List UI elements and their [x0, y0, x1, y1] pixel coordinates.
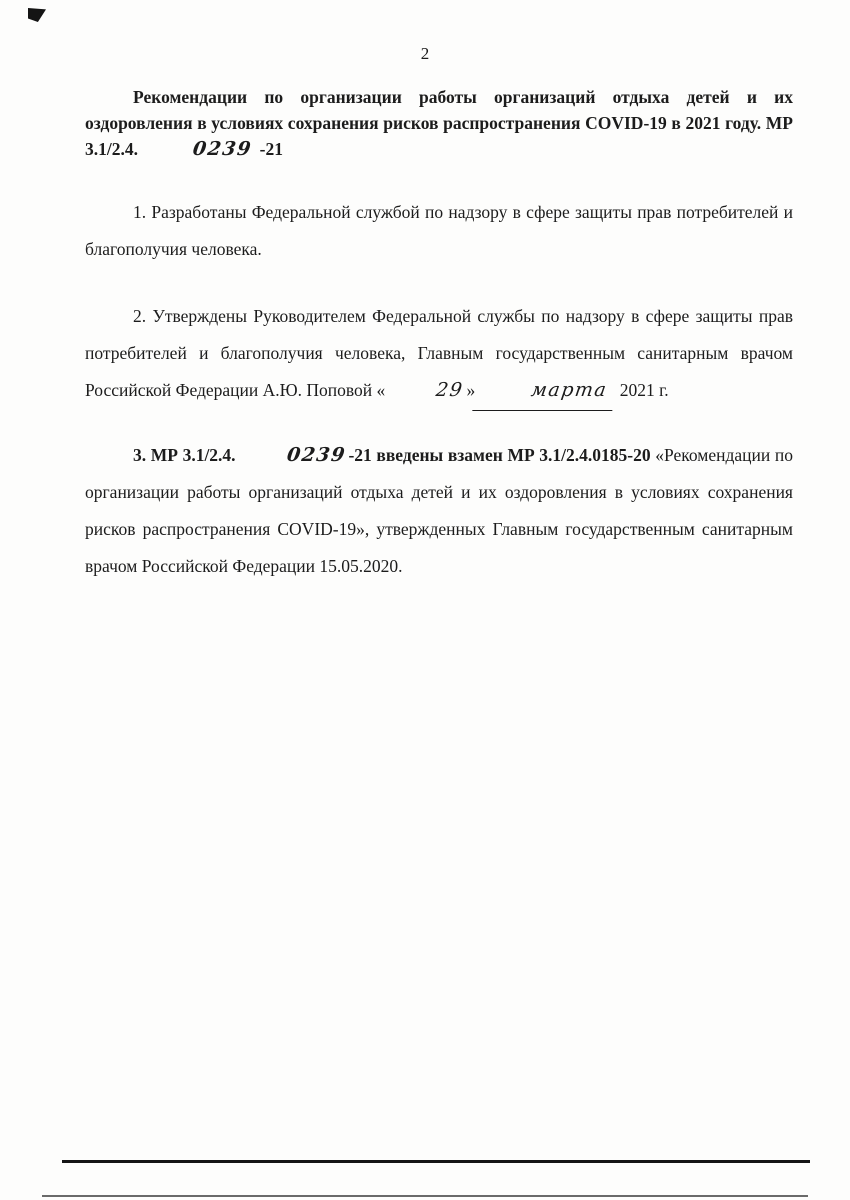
paragraph-3-text: «Рекомендации по организации работы организаций отдыха детей и их оздоровления в условиях сохранения рисков распространения COVID-19», утвержденных Главным государственным санитарным врачом Российской Федерации 15.05.2020.	[85, 445, 793, 576]
title-suffix: -21	[259, 139, 283, 159]
paragraph-2-quote: »	[466, 380, 476, 400]
paragraph-2-year: 2021 г.	[619, 380, 669, 400]
paragraph-2-text: 2. Утверждены Руководителем Федеральной службы по надзору в сфере защиты прав потребителей и благополучия человека, Главным государственным санитарным врачом Российской Федерации А.Ю. Поповой «	[85, 306, 793, 400]
title-handwritten-number: 0239	[191, 138, 254, 160]
document-title	[85, 84, 793, 162]
paragraph-1: 1. Разработаны Федеральной службой по надзору в сфере защиты прав потребителей и благополучия человека.	[85, 202, 793, 259]
paragraph-2	[85, 298, 793, 411]
handwritten-month: марта	[472, 372, 618, 411]
page-content	[85, 84, 793, 585]
title-text: Рекомендации по организации работы организаций отдыха детей и их оздоровления в условиях сохранения рисков распространения COVID-19 в 2021 году. МР 3.1/2.4.	[85, 87, 793, 159]
scan-artifact-line	[62, 1160, 810, 1163]
paragraph-3-bold-suffix: -21 введены взамен МР 3.1/2.4.0185-20	[348, 445, 651, 465]
scan-artifact-line-bottom	[42, 1195, 808, 1197]
page-number: 2	[420, 44, 430, 63]
paragraph-3-bold-prefix: 3. МР 3.1/2.4.	[133, 445, 236, 465]
scan-artifact-corner	[28, 8, 46, 22]
paragraph-3	[85, 437, 793, 585]
handwritten-day: 29	[434, 379, 466, 401]
handwritten-number-2: 0239	[285, 444, 348, 466]
